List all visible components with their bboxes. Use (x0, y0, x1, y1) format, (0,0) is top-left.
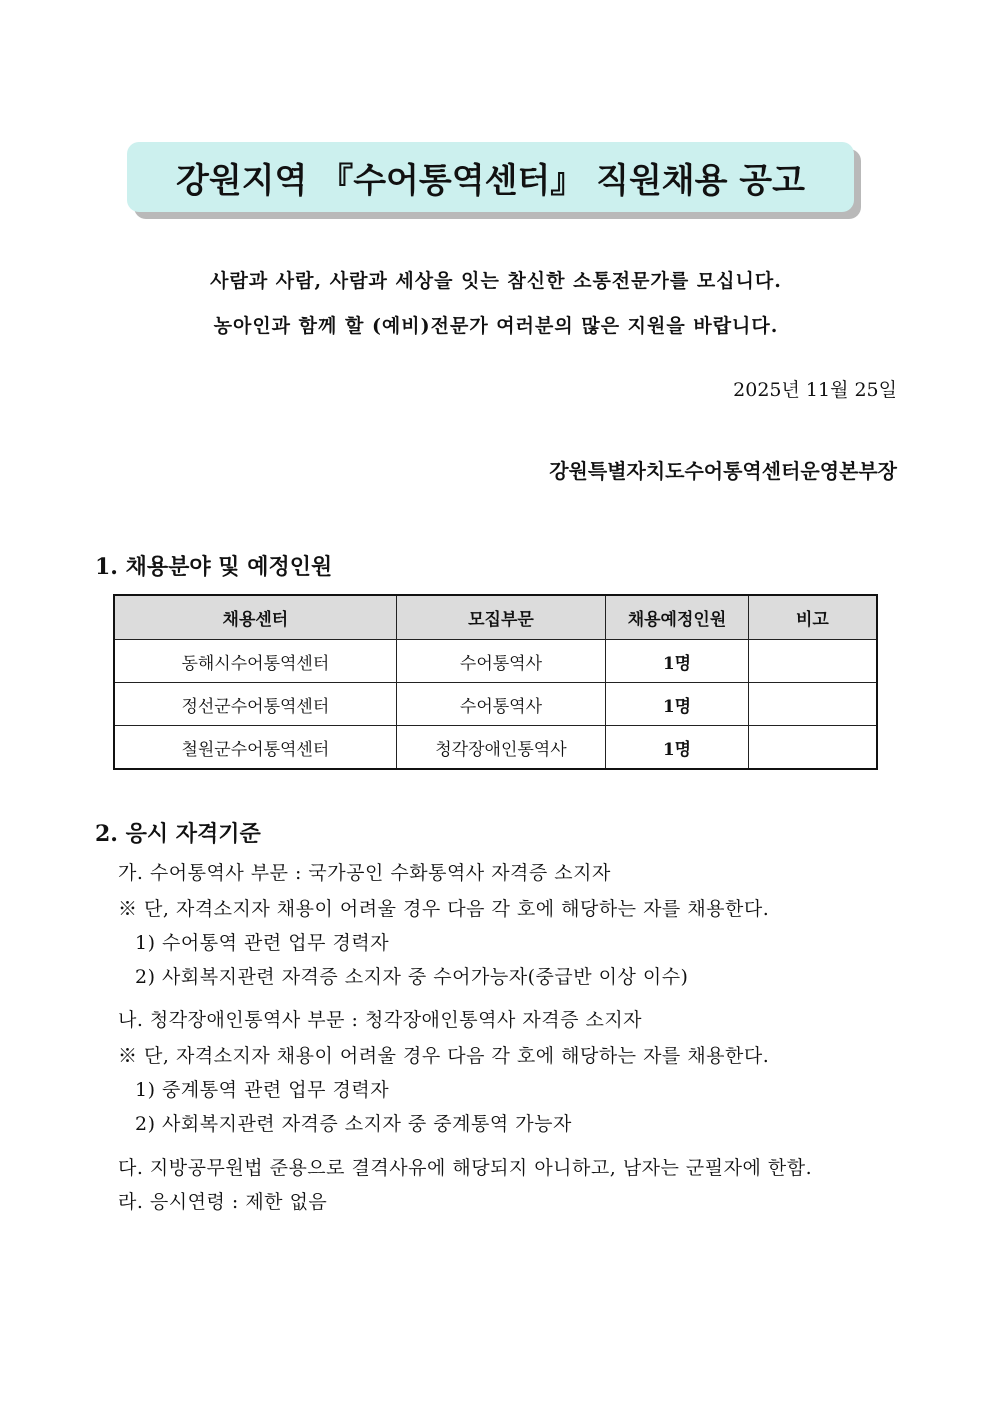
cell-center: 정선군수어통역센터 (114, 683, 396, 726)
section1-title: 1. 채용분야 및 예정인원 (95, 554, 333, 580)
qualification-b: 나. 청각장애인통역사 부문 : 청각장애인통역사 자격증 소지자 (118, 1009, 643, 1031)
organization-name: 강원특별자치도수어통역센터운영본부장 (549, 459, 897, 483)
qualification-c: 다. 지방공무원법 준용으로 결격사유에 해당되지 아니하고, 남자는 군필자에 한함. (118, 1157, 813, 1179)
cell-field: 청각장애인통역사 (396, 726, 605, 770)
cell-count: 1명 (606, 683, 749, 726)
qualification-a-item-2: 2) 사회복지관련 자격증 소지자 중 수어가능자(중급반 이상 이수) (135, 966, 689, 988)
page-title: 강원지역 『수어통역센터』 직원채용 공고 (175, 160, 805, 201)
recruitment-table (113, 594, 878, 770)
cell-field: 수어통역사 (396, 683, 605, 726)
qualification-b-item-2: 2) 사회복지관련 자격증 소지자 중 중계통역 가능자 (135, 1113, 572, 1135)
intro-line-2: 농아인과 함께 할 (예비)전문가 여러분의 많은 지원을 바랍니다. (213, 315, 779, 337)
qualification-a: 가. 수어통역사 부문 : 국가공인 수화통역사 자격증 소지자 (118, 862, 611, 884)
section2-title: 2. 응시 자격기준 (95, 821, 261, 847)
table-row (114, 640, 877, 683)
table-header-row (114, 595, 877, 640)
cell-note (748, 640, 877, 683)
cell-center: 철원군수어통역센터 (114, 726, 396, 770)
title-box (127, 142, 854, 212)
cell-field: 수어통역사 (396, 640, 605, 683)
cell-note (748, 683, 877, 726)
header-center: 채용센터 (114, 595, 396, 640)
qualification-a-note: ※ 단, 자격소지자 채용이 어려울 경우 다음 각 호에 해당하는 자를 채용한다. (118, 898, 770, 920)
cell-count: 1명 (606, 640, 749, 683)
cell-note (748, 726, 877, 770)
cell-center: 동해시수어통역센터 (114, 640, 396, 683)
qualification-a-item-1: 1) 수어통역 관련 업무 경력자 (135, 932, 390, 954)
header-note: 비고 (748, 595, 877, 640)
notice-date: 2025년 11월 25일 (733, 379, 897, 401)
table-row (114, 726, 877, 770)
qualification-b-note: ※ 단, 자격소지자 채용이 어려울 경우 다음 각 호에 해당하는 자를 채용한다. (118, 1045, 770, 1067)
cell-count: 1명 (606, 726, 749, 770)
header-field: 모집부문 (396, 595, 605, 640)
table-row (114, 683, 877, 726)
qualification-b-item-1: 1) 중계통역 관련 업무 경력자 (135, 1079, 390, 1101)
intro-line-1: 사람과 사람, 사람과 세상을 잇는 참신한 소통전문가를 모십니다. (210, 270, 782, 292)
qualification-d: 라. 응시연령 : 제한 없음 (118, 1191, 328, 1213)
header-count: 채용예정인원 (606, 595, 749, 640)
